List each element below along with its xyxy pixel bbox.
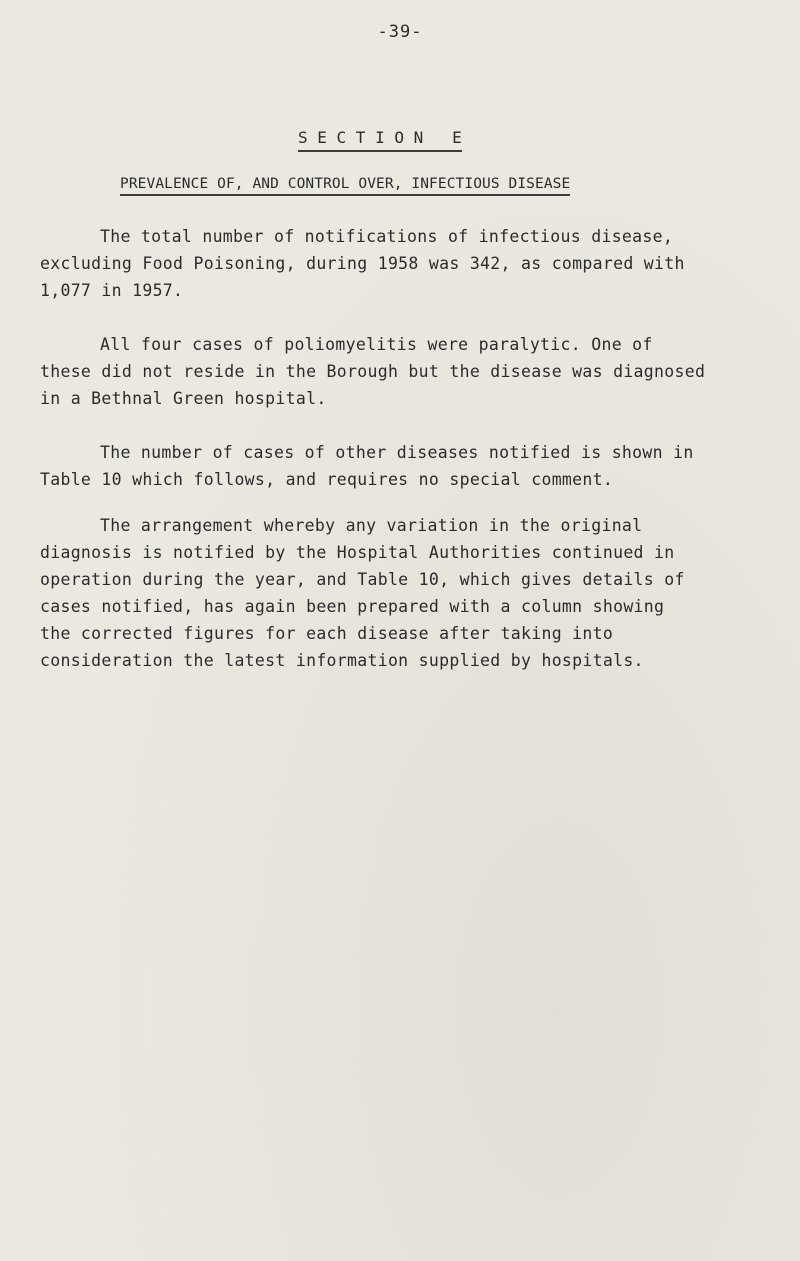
- section-heading: PREVALENCE OF, AND CONTROL OVER, INFECTIOUS DISEASE: [120, 176, 570, 196]
- paragraph-line: diagnosis is notified by the Hospital Authorities continued in: [40, 543, 675, 562]
- paragraph-line: these did not reside in the Borough but the disease was diagnosed: [40, 362, 706, 381]
- paragraph-line: cases notified, has again been prepared with a column showing: [40, 597, 665, 616]
- paragraph-line: The total number of notifications of infectious disease,: [100, 227, 674, 246]
- paragraph-line: The number of cases of other diseases notified is shown in: [100, 443, 694, 462]
- paragraph-line: 1,077 in 1957.: [40, 281, 184, 300]
- paragraph-line: excluding Food Poisoning, during 1958 was 342, as compared with: [40, 254, 685, 273]
- paragraph-line: consideration the latest information supplied by hospitals.: [40, 651, 644, 670]
- paragraph-line: operation during the year, and Table 10, which gives details of: [40, 570, 685, 589]
- paragraph-line: All four cases of poliomyelitis were paralytic. One of: [100, 335, 653, 354]
- paragraph-line: Table 10 which follows, and requires no special comment.: [40, 470, 614, 489]
- page-number: -39-: [377, 22, 423, 42]
- paragraph-line: the corrected figures for each disease after taking into: [40, 624, 614, 643]
- section-title: S E C T I O N E: [298, 128, 462, 152]
- paragraph-line: The arrangement whereby any variation in the original: [100, 516, 643, 535]
- paragraph-line: in a Bethnal Green hospital.: [40, 389, 327, 408]
